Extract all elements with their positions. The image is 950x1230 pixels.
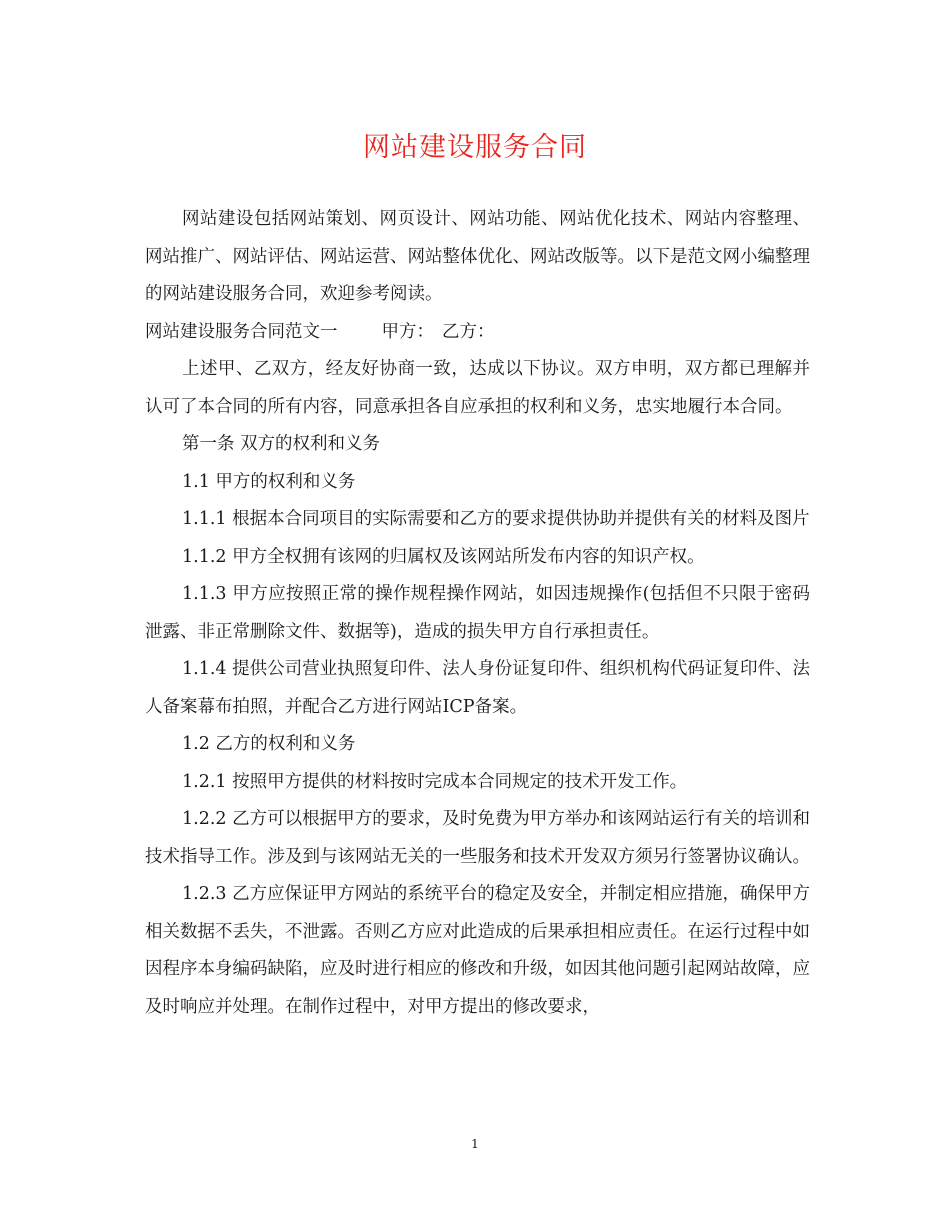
clause-1-2-2: 1.2.2 乙方可以根据甲方的要求，及时免费为甲方举办和该网站运行有关的培训和技术指导工作。涉及到与该网站无关的一些服务和技术开发双方须另行签署协议确认。 (145, 809, 810, 867)
sample-heading-line (145, 314, 810, 352)
intro-paragraph: 网站建设包括网站策划、网页设计、网站功能、网站优化技术、网站内容整理、网站推广、网站评估、网站运营、网站整体优化、网站改版等。以下是范文网小编整理的网站建设服务合同，欢迎参考阅读。 (145, 209, 810, 304)
document-title: 网站建设服务合同 (363, 132, 587, 163)
section-1-1-heading: 1.1 甲方的权利和义务 (182, 471, 356, 492)
clause-1-2-3: 1.2.3 乙方应保证甲方网站的系统平台的稳定及安全，并制定相应措施，确保甲方相关数据不丢失，不泄露。否则乙方应对此造成的后果承担相应责任。在运行过程中如因程序本身编码缺陷，应及时进行相应的修改和升级，如因其他问题引起网站故障，应及时响应并处理。在制作过程中，对甲方提出的修改要求， (145, 884, 810, 1017)
party-a-label: 甲方： (381, 321, 434, 342)
clause-1-1-4: 1.1.4 提供公司营业执照复印件、法人身份证复印件、组织机构代码证复印件、法人备案幕布拍照，并配合乙方进行网站ICP备案。 (145, 659, 810, 717)
clause-1-1-1: 1.1.1 根据本合同项目的实际需要和乙方的要求提供协助并提供有关的材料及图片 (182, 509, 810, 529)
clause-1-1-2: 1.1.2 甲方全权拥有该网的归属权及该网站所发布内容的知识产权。 (182, 546, 705, 567)
page-number: 1 (471, 1137, 479, 1151)
document-body (145, 201, 810, 1026)
article-1-heading: 第一条 双方的权利和义务 (182, 434, 381, 454)
clause-1-1-3: 1.1.3 甲方应按照正常的操作规程操作网站，如因违规操作(包括但不只限于密码泄露、非正常删除文件、数据等)，造成的损失甲方自行承担责任。 (145, 584, 810, 642)
section-1-2-heading: 1.2 乙方的权利和义务 (182, 734, 356, 754)
party-b-label: 乙方： (442, 321, 495, 342)
clause-1-2-1: 1.2.1 按照甲方提供的材料按时完成本合同规定的技术开发工作。 (182, 771, 688, 792)
agreement-paragraph: 上述甲、乙双方，经友好协商一致，达成以下协议。双方申明，双方都已理解并认可了本合同的所有内容，同意承担各自应承担的权利和义务，忠实地履行本合同。 (145, 359, 810, 417)
sample-heading-label: 网站建设服务合同范文一 (145, 321, 338, 342)
